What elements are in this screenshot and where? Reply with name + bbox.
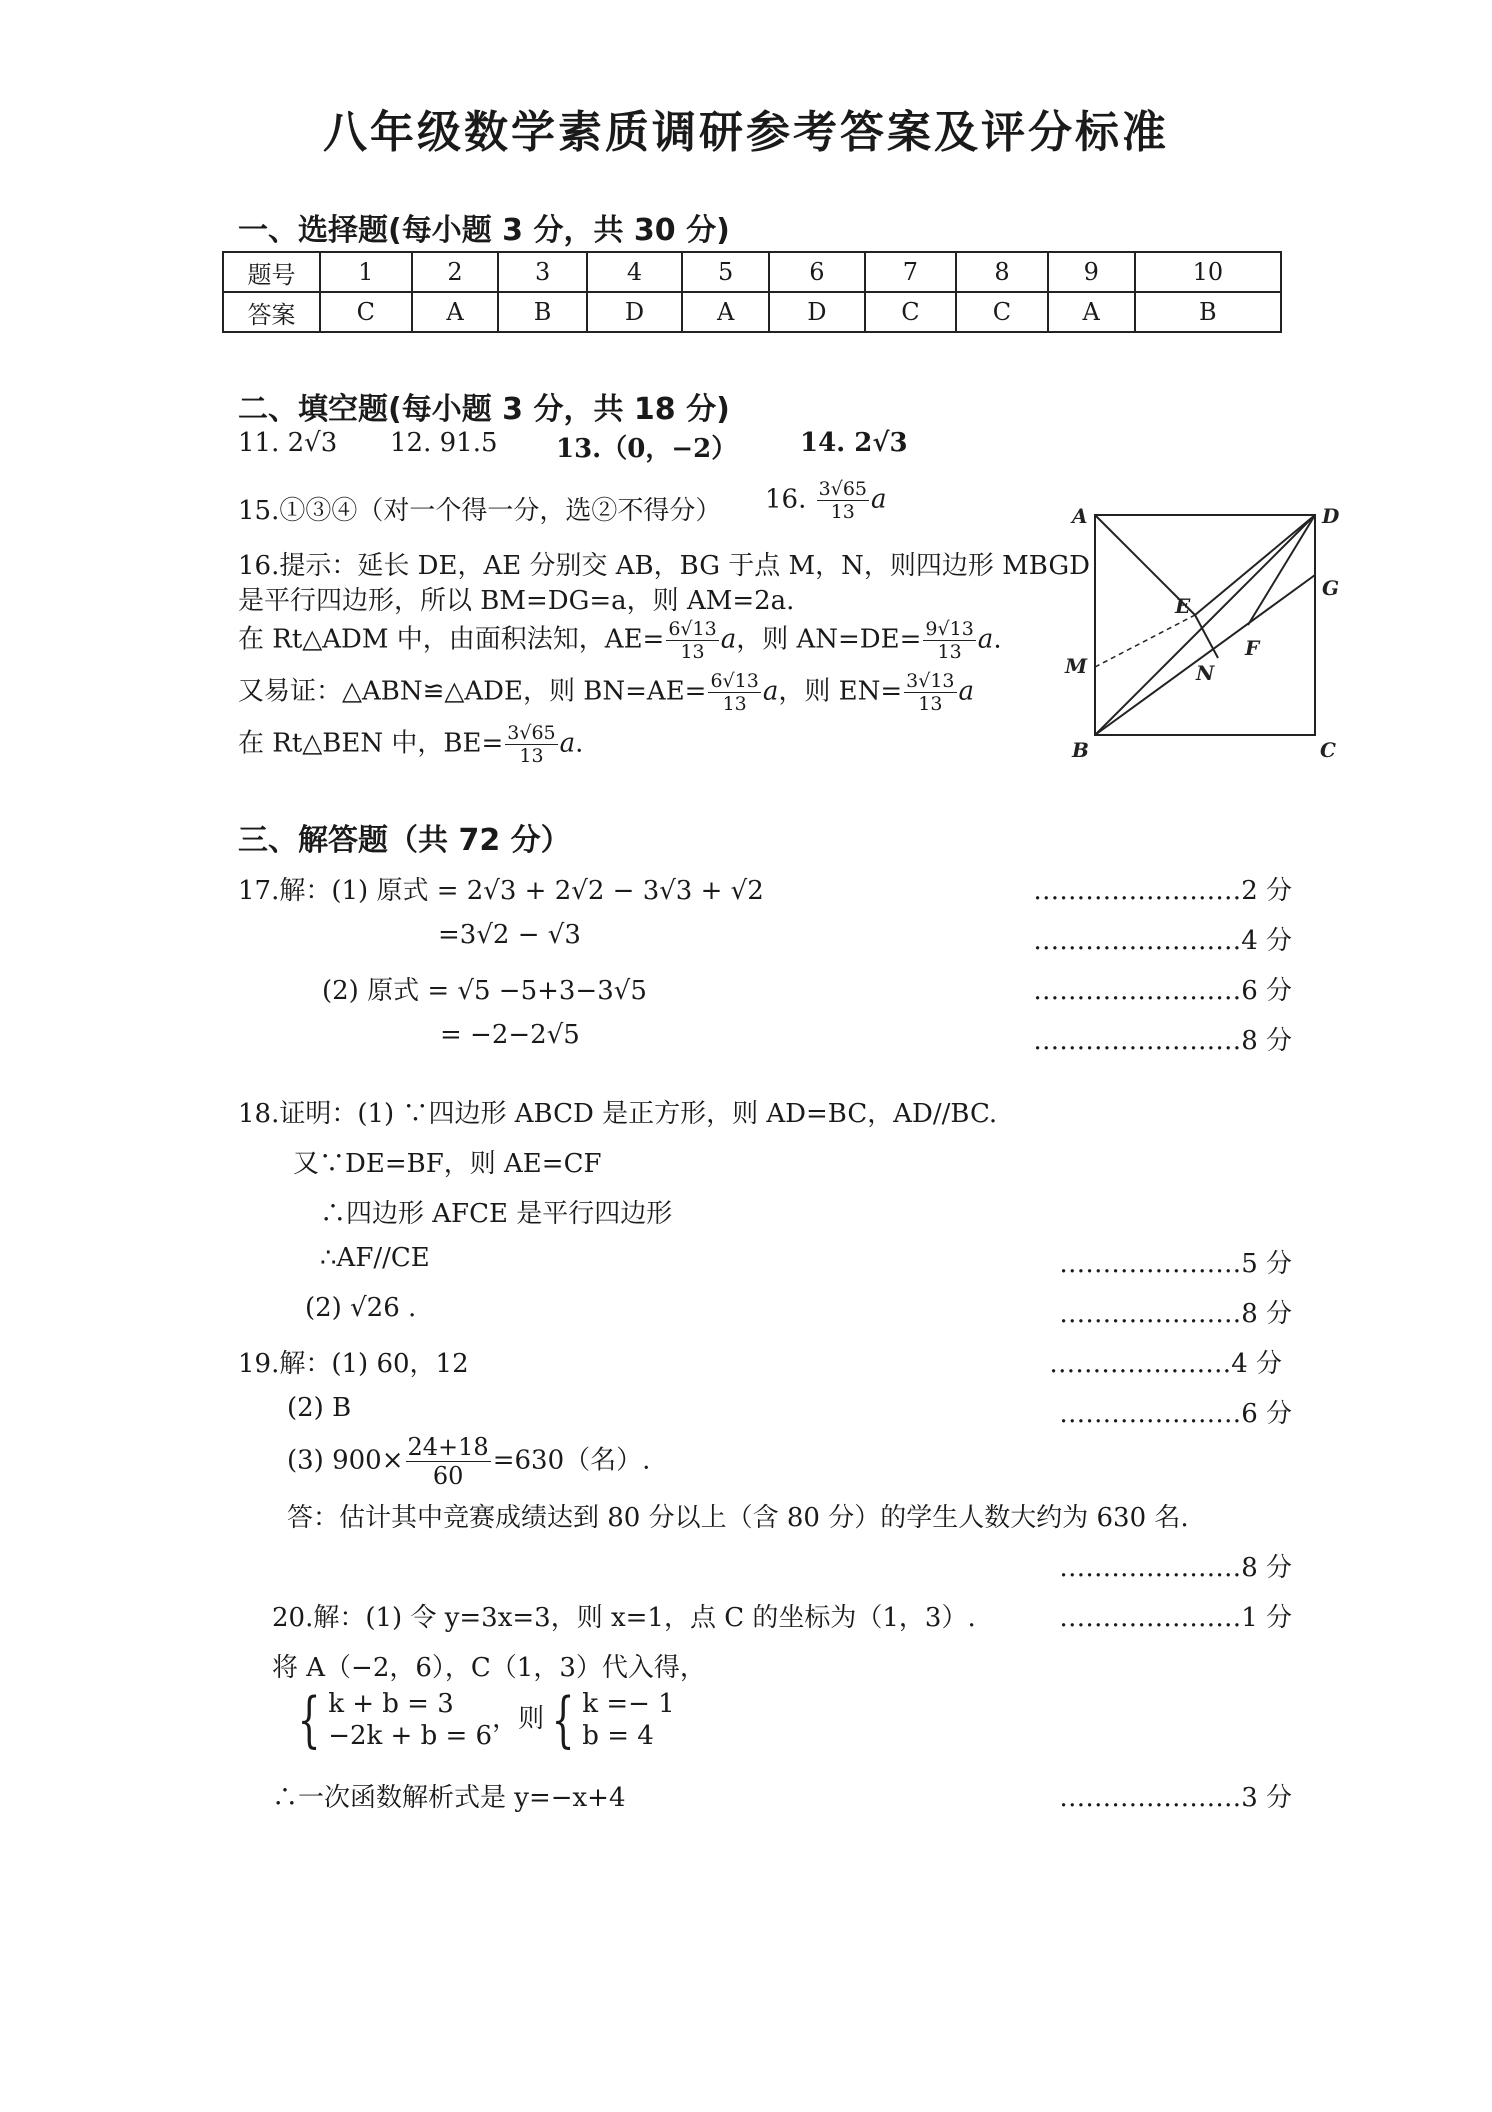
label-m: M: [1065, 654, 1088, 678]
geometry-figure: [1050, 495, 1350, 765]
line-bg: [1095, 575, 1315, 735]
fraction: $\frac{6√13}{13}$: [668, 618, 717, 663]
score-2: ……………………2 分: [1033, 876, 1292, 906]
fraction: $\frac{24+18}{60}$: [407, 1433, 489, 1490]
table-cell: 9: [1048, 252, 1135, 292]
equation-system: k + b = 3 −2k + b = 6: [328, 1689, 493, 1751]
label-c: C: [1320, 738, 1336, 762]
hint-line-3: 在 Rt△ADM 中，由面积法知，AE= $\frac{6√13}{13}$ a，则 AN=DE= $\frac{9√13}{13}$ a.: [238, 618, 1002, 663]
dashed-me: [1095, 615, 1195, 667]
section-2-heading: 二、填空题(每小题 3 分，共 18 分): [238, 392, 730, 427]
table-cell: C: [320, 292, 412, 332]
score-5: …………………5 分: [1059, 1249, 1292, 1279]
table-cell: 5: [682, 252, 769, 292]
q19-line-2: (2) B: [287, 1393, 352, 1423]
q20-system: { k + b = 3 −2k + b = 6，则 { k =− 1 b = 4: [297, 1685, 675, 1755]
score-8: …………………8 分: [1059, 1299, 1292, 1329]
label-a: A: [1072, 504, 1088, 528]
table-header-cell: 题号: [223, 252, 320, 292]
q17-line-3: (2) 原式 = √5 −5+3−3√5: [322, 976, 647, 1006]
table-header-cell: 答案: [223, 292, 320, 332]
label-e: E: [1175, 594, 1191, 618]
answer-11: 11. 2√3: [238, 428, 338, 458]
q18-line-4: ∴AF//CE: [320, 1243, 430, 1273]
section-1-heading: 一、选择题(每小题 3 分，共 30 分): [238, 213, 730, 248]
score-1: …………………1 分: [1059, 1603, 1292, 1633]
answer-15: 15.①③④（对一个得一分，选②不得分）: [238, 496, 722, 526]
table-cell: A: [682, 292, 769, 332]
equation-solution: k =− 1 b = 4: [582, 1689, 675, 1751]
q17-line-1: 17.解：(1) 原式 = 2√3 + 2√2 − 3√3 + √2: [238, 876, 764, 906]
brace-icon: {: [551, 1685, 575, 1755]
table-cell: 8: [956, 252, 1048, 292]
table-row: [223, 252, 1281, 292]
fraction: $\frac{3√65}{13}$: [818, 478, 867, 523]
table-cell: 7: [865, 252, 957, 292]
line-ed: [1195, 515, 1315, 615]
table-cell: B: [498, 292, 586, 332]
table-cell: 6: [769, 252, 864, 292]
answer-14: 14. 2√3: [800, 428, 908, 458]
score-4: ……………………4 分: [1033, 926, 1292, 956]
table-cell: C: [956, 292, 1048, 332]
table-cell: 1: [320, 252, 412, 292]
q19-line-3: (3) 900× $\frac{24+18}{60}$ =630（名）.: [287, 1433, 651, 1490]
answer-16: 16. $\frac{3√65}{13}$ a: [765, 478, 887, 523]
fraction: $\frac{3√65}{13}$: [507, 722, 556, 767]
fraction: $\frac{9√13}{13}$: [925, 618, 974, 663]
table-cell: A: [1048, 292, 1135, 332]
table-cell: D: [587, 292, 682, 332]
score-3: …………………3 分: [1059, 1783, 1292, 1813]
table-cell: 2: [412, 252, 499, 292]
answer-16-label: 16.: [765, 484, 807, 515]
section-3-heading: 三、解答题（共 72 分）: [238, 823, 571, 858]
page-title: 八年级数学素质调研参考答案及评分标准: [323, 107, 1169, 158]
brace-icon: {: [297, 1685, 321, 1755]
table-cell: B: [1135, 292, 1281, 332]
score-6: ……………………6 分: [1033, 976, 1292, 1006]
hint-line-2: 是平行四边形，所以 BM=DG=a，则 AM=2a.: [238, 586, 795, 616]
table-cell: 3: [498, 252, 586, 292]
q17-line-2: =3√2 − √3: [438, 920, 581, 950]
q20-line-1: 20.解：(1) 令 y=3x=3，则 x=1，点 C 的坐标为（1，3）.: [272, 1603, 976, 1633]
label-n: N: [1196, 661, 1215, 685]
answer-13: 13.（0，−2）: [556, 434, 738, 464]
table-cell: A: [412, 292, 499, 332]
score-6: …………………6 分: [1059, 1399, 1292, 1429]
table-cell: C: [865, 292, 957, 332]
score-8: …………………8 分: [1059, 1553, 1292, 1583]
line-fd: [1248, 515, 1315, 625]
q19-answer: 答：估计其中竞赛成绩达到 80 分以上（含 80 分）的学生人数大约为 630 名.: [287, 1503, 1189, 1533]
answer-table: [222, 251, 1282, 333]
q18-line-3: ∴四边形 AFCE 是平行四边形: [320, 1199, 673, 1229]
fraction: $\frac{6√13}{13}$: [710, 670, 759, 715]
hint-line-4: 又易证：△ABN≌△ADE，则 BN=AE= $\frac{6√13}{13}$ a，则 EN= $\frac{3√13}{13}$ a: [238, 670, 975, 715]
table-cell: 10: [1135, 252, 1281, 292]
table-cell: D: [769, 292, 864, 332]
label-g: G: [1322, 576, 1340, 600]
score-8: ……………………8 分: [1033, 1026, 1292, 1056]
label-f: F: [1245, 636, 1260, 660]
answer-12: 12. 91.5: [390, 428, 498, 458]
hint-line-5: 在 Rt△BEN 中，BE= $\frac{3√65}{13}$ a.: [238, 722, 584, 767]
label-d: D: [1322, 504, 1340, 528]
q18-line-5: (2) √26 .: [305, 1293, 417, 1323]
fraction: $\frac{3√13}{13}$: [906, 670, 955, 715]
q20-line-2: 将 A（−2，6），C（1，3）代入得，: [272, 1653, 706, 1683]
score-4: …………………4 分: [1049, 1349, 1282, 1379]
line-en: [1195, 615, 1218, 658]
q18-line-1: 18.证明：(1) ∵四边形 ABCD 是正方形，则 AD=BC，AD//BC.: [238, 1099, 998, 1129]
label-b: B: [1072, 738, 1089, 762]
table-cell: 4: [587, 252, 682, 292]
q19-line-1: 19.解：(1) 60，12: [238, 1349, 469, 1379]
q20-line-4: ∴一次函数解析式是 y=−x+4: [272, 1783, 626, 1813]
table-row: [223, 292, 1281, 332]
hint-line-1: 16.提示：延长 DE，AE 分别交 AB，BG 于点 M，N，则四边形 MBGD: [238, 551, 1090, 581]
q18-line-2: 又∵DE=BF，则 AE=CF: [293, 1149, 602, 1179]
q17-line-4: = −2−2√5: [440, 1020, 580, 1050]
